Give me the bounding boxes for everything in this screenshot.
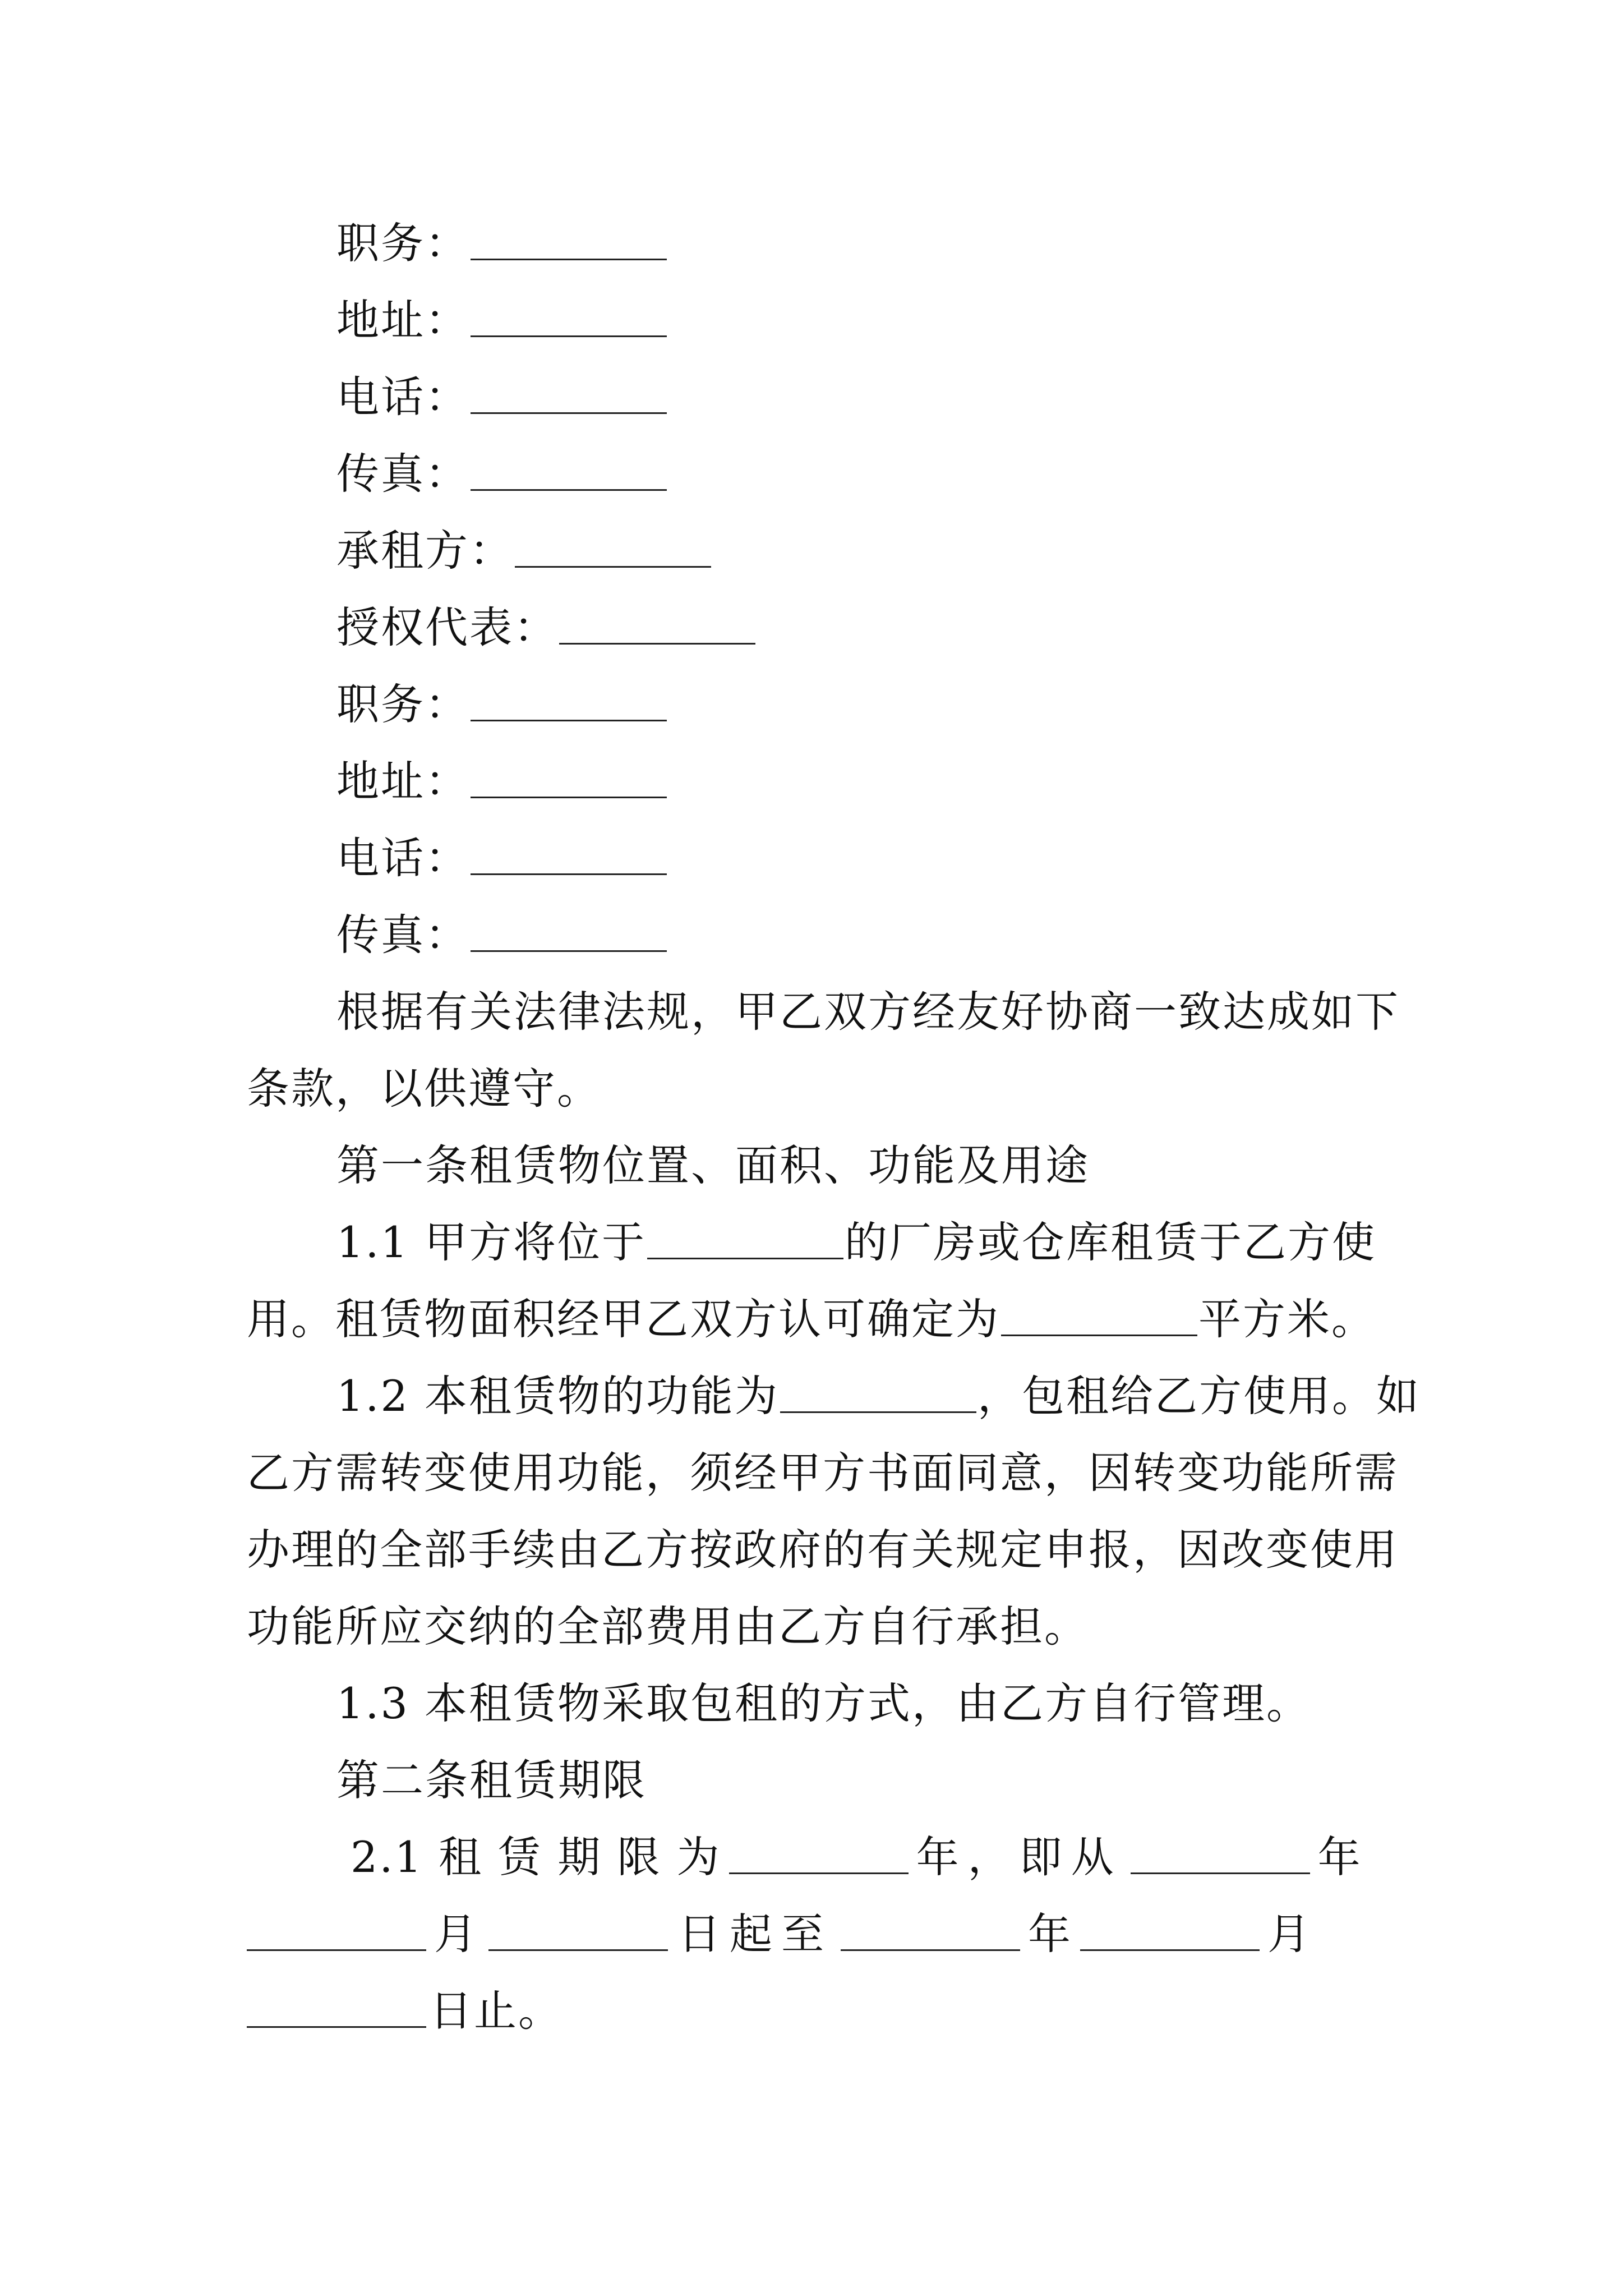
clause-1-2-line-2: 乙方需转变使用功能，须经甲方书面同意，因转变功能所需 [247,1448,1399,1498]
clause-text: 的厂房或仓库租赁于乙方使 [845,1217,1377,1267]
clause-text: 月 [1267,1909,1312,1959]
blank-line [559,642,755,645]
lessor-title-field [247,205,1385,282]
clause-text: 年 [1028,1909,1072,1959]
article-2-heading: 第二条租赁期限 [336,1755,647,1805]
blank-line [647,1257,843,1259]
field-label: 职务： [336,218,469,268]
blank-line [471,873,667,875]
blank-line [471,950,667,952]
field-label: 传真： [336,910,469,960]
clause-text: 年，即从 [916,1832,1123,1882]
lessee-address-field [247,743,1385,820]
clause-1-2-line-1 [247,1358,1421,1434]
clause-text: 日止。 [430,1986,562,2036]
blank-line [247,1949,426,1951]
lessee-representative-field [247,589,1385,666]
clause-1-1-line-1 [247,1204,1385,1281]
lessor-phone-field [247,358,1385,435]
clause-1-2-line-4: 功能所应交纳的全部费用由乙方自行承担。 [247,1602,1089,1651]
clause-text: 平方米。 [1198,1294,1376,1344]
lessor-address-field [247,282,1385,358]
blank-line [488,1949,668,1951]
field-label: 职务： [336,679,469,729]
blank-line [471,796,667,798]
blank-line [471,335,667,337]
field-label: 地址： [336,756,469,806]
clause-1-1-line-2 [247,1281,1385,1358]
clause-text: 2.1 租 赁 期 限 为 [351,1832,721,1882]
clause-2-1-line-2 [247,1895,1385,1972]
clause-text: ，包租给乙方使用。如 [978,1371,1421,1421]
blank-line [471,258,667,260]
clause-text: 月 [434,1909,478,1959]
blank-line [247,2026,426,2028]
clause-text: 日起至 [678,1909,833,1959]
lessee-party-field [247,512,1385,589]
blank-line [1131,1872,1310,1874]
blank-line [841,1949,1020,1951]
clause-1-3: 1.3 本租赁物采取包租的方式，由乙方自行管理。 [336,1678,1311,1728]
lessee-phone-field [247,820,1385,896]
lessee-title-field [247,666,1385,743]
field-label: 地址： [336,295,469,345]
preamble-line-2: 条款，以供遵守。 [247,1064,601,1114]
field-label: 电话： [336,833,469,883]
preamble-line-1: 根据有关法律法规，甲乙双方经友好协商一致达成如下 [336,987,1400,1037]
clause-text: 年 [1317,1832,1362,1882]
blank-line [729,1872,909,1874]
field-label: 承租方： [336,526,514,576]
blank-line [780,1411,976,1413]
blank-line [471,489,667,491]
blank-line [515,565,711,568]
lessor-fax-field [247,435,1385,512]
contract-body [247,205,1421,2049]
blank-line [1080,1949,1260,1951]
clause-text: 1.1 甲方将位于 [336,1217,647,1267]
field-label: 传真： [336,449,469,499]
clause-1-2-line-3: 办理的全部手续由乙方按政府的有关规定申报，因改变使用 [247,1525,1399,1575]
lessee-fax-field [247,896,1385,973]
clause-text: 1.2 本租赁物的功能为 [336,1371,780,1421]
clause-2-1-line-1 [247,1819,1385,1895]
clause-text: 用。租赁物面积经甲乙双方认可确定为 [247,1294,1000,1344]
article-1-heading: 第一条租赁物位置、面积、功能及用途 [336,1140,1090,1190]
clause-2-1-line-3 [247,1972,1385,2049]
field-label: 授权代表： [336,602,558,652]
blank-line [1001,1334,1197,1336]
blank-line [471,719,667,721]
blank-line [471,412,667,414]
field-label: 电话： [336,372,469,422]
